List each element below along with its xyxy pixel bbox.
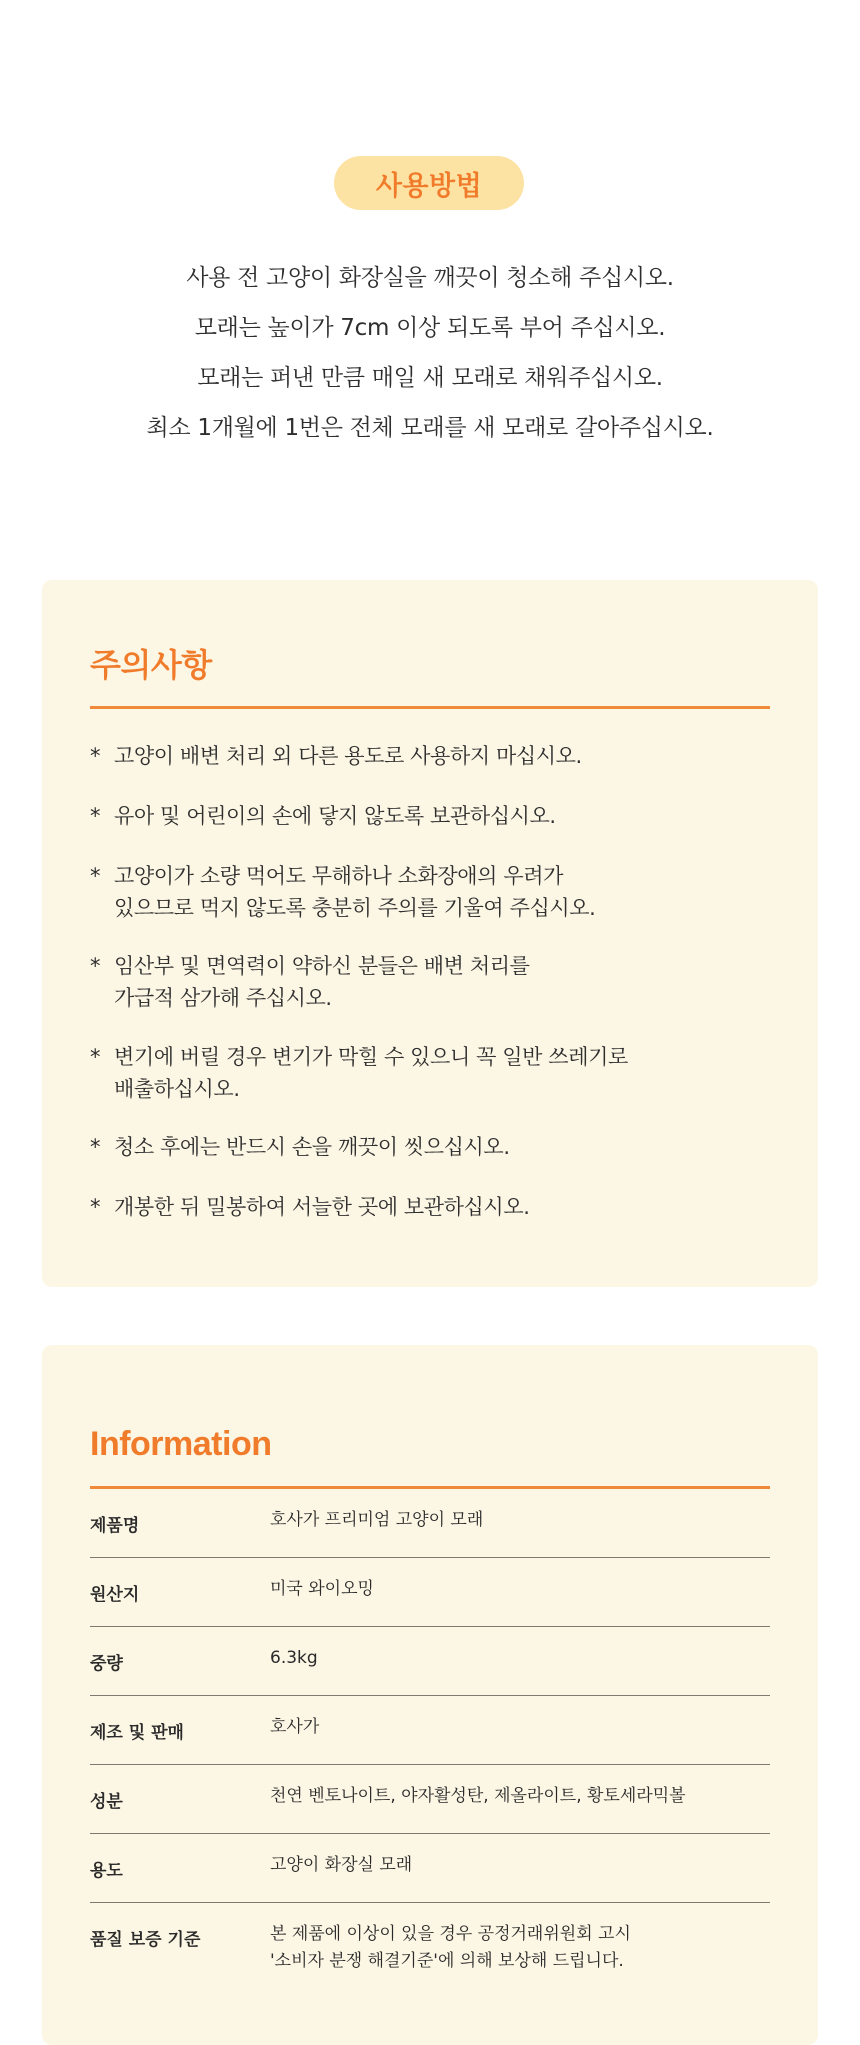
caution-item <box>90 1191 780 1223</box>
table-row <box>90 1765 770 1834</box>
row-value: 고양이 화장실 모래 <box>270 1855 413 1875</box>
usage-section <box>0 0 860 560</box>
usage-instructions <box>0 253 860 453</box>
row-label: 성분 <box>90 1792 123 1812</box>
table-row <box>90 1558 770 1627</box>
row-label: 원산지 <box>90 1585 140 1605</box>
information-card <box>42 1345 818 2045</box>
caution-text: 임산부 및 면역력이 약하신 분들은 배변 처리를 가급적 삼가해 주십시오. <box>114 954 530 1010</box>
usage-line: 사용 전 고양이 화장실을 깨끗이 청소해 주십시오. <box>186 265 674 291</box>
row-label: 제품명 <box>90 1516 140 1536</box>
row-label: 품질 보증 기준 <box>90 1930 201 1950</box>
usage-line: 최소 1개월에 1번은 전체 모래를 새 모래로 갈아주십시오. <box>146 415 714 441</box>
caution-text: 개봉한 뒤 밀봉하여 서늘한 곳에 보관하십시오. <box>114 1195 530 1219</box>
bullet-asterisk: * <box>90 954 101 978</box>
caution-text: 변기에 버릴 경우 변기가 막힐 수 있으니 꼭 일반 쓰레기로 배출하십시오. <box>114 1045 628 1101</box>
caution-text: 유아 및 어린이의 손에 닿지 않도록 보관하십시오. <box>114 804 556 828</box>
table-row <box>90 1627 770 1696</box>
table-row <box>90 1903 770 1972</box>
caution-item <box>90 1131 780 1163</box>
caution-card <box>42 580 818 1287</box>
row-value: 호사가 프리미엄 고양이 모래 <box>270 1510 484 1530</box>
table-row <box>90 1696 770 1765</box>
bullet-asterisk: * <box>90 1045 101 1069</box>
caution-item <box>90 740 780 772</box>
row-value: 미국 와이오밍 <box>270 1579 374 1599</box>
usage-title-badge: 사용방법 <box>334 156 524 210</box>
bullet-asterisk: * <box>90 1135 101 1159</box>
usage-line: 모래는 높이가 7cm 이상 되도록 부어 주십시오. <box>194 315 666 341</box>
caution-title: 주의사항 <box>90 646 212 684</box>
bullet-asterisk: * <box>90 804 101 828</box>
caution-item <box>90 800 780 832</box>
row-value: 호사가 <box>270 1717 320 1737</box>
bullet-asterisk: * <box>90 744 101 768</box>
row-label: 중량 <box>90 1654 123 1674</box>
caution-item <box>90 1041 780 1105</box>
table-row <box>90 1489 770 1558</box>
caution-text: 고양이 배변 처리 외 다른 용도로 사용하지 마십시오. <box>114 744 582 768</box>
caution-text: 청소 후에는 반드시 손을 깨끗이 씻으십시오. <box>114 1135 510 1159</box>
information-title: Information <box>90 1425 272 1463</box>
usage-line: 모래는 퍼낸 만큼 매일 새 모래로 채워주십시오. <box>197 365 663 391</box>
row-value: 6.3kg <box>270 1648 318 1668</box>
bullet-asterisk: * <box>90 1195 101 1219</box>
caution-text: 고양이가 소량 먹어도 무해하나 소화장애의 우려가 있으므로 먹지 않도록 충분히 주의를 기울여 주십시오. <box>114 864 596 920</box>
row-value: 천연 벤토나이트, 야자활성탄, 제올라이트, 황토세라믹볼 <box>270 1786 686 1806</box>
caution-item <box>90 950 780 1014</box>
table-row <box>90 1834 770 1903</box>
caution-divider <box>90 706 770 709</box>
caution-item <box>90 860 780 924</box>
row-label: 제조 및 판매 <box>90 1723 184 1743</box>
bullet-asterisk: * <box>90 864 101 888</box>
row-value: 본 제품에 이상이 있을 경우 공정거래위원회 고시 '소비자 분쟁 해결기준'에 의해 보상해 드립니다. <box>270 1924 631 1971</box>
row-label: 용도 <box>90 1861 123 1881</box>
